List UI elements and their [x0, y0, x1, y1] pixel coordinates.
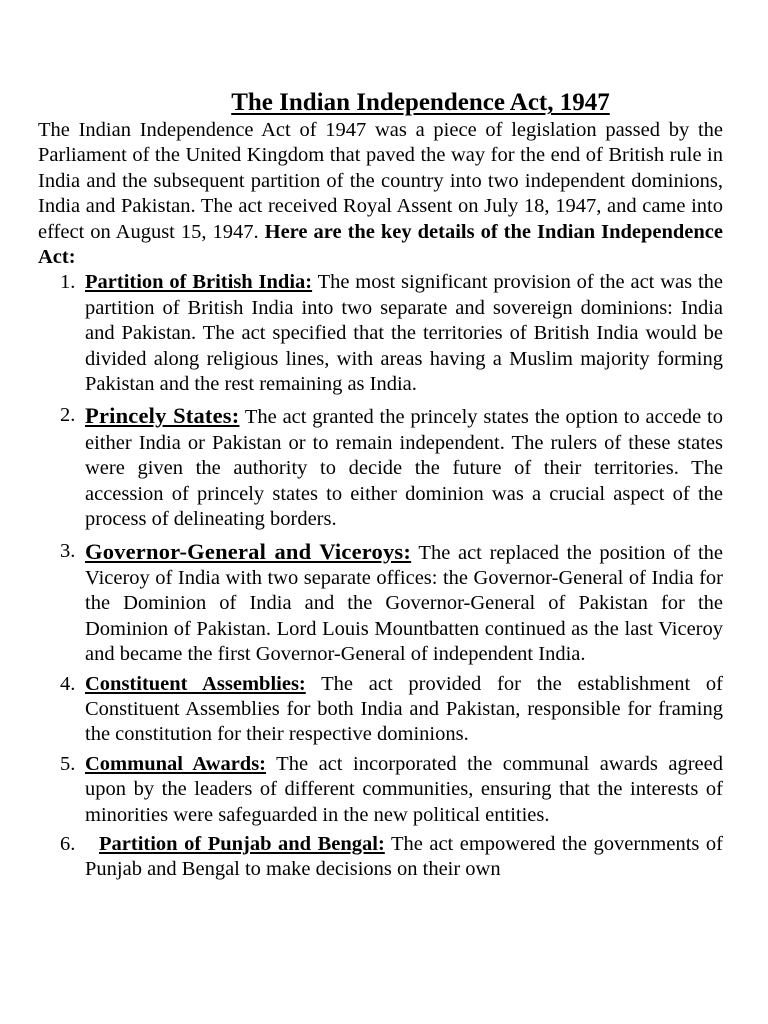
- list-item-number: 4.: [60, 672, 76, 695]
- list-item-heading: Constituent Assemblies:: [85, 672, 306, 695]
- list-item-text: The act granted the princely states the option to accede to either India or Pakistan or to remain independent. The rulers of these states were given the authority to decide the future of their territories. The accession of princely states to either dominion was a crucial aspect of the process of delineating borders.: [85, 406, 723, 531]
- list-item-text: The act empowered the governments of Punjab and Bengal to make decisions on their own: [85, 832, 723, 881]
- intro-paragraph: [38, 118, 723, 270]
- list-item-heading: Partition of British India:: [85, 271, 313, 294]
- document-title: [118, 88, 723, 118]
- list-item-text: The act incorporated the communal awards agreed upon by the leaders of different communities, ensuring that the interests of minorities were safeguarded in the new political entities.: [85, 752, 724, 826]
- list-item-number: 3.: [60, 539, 76, 562]
- list-item-text: The act provided for the establishment of Constituent Assemblies for both India and Pakistan, responsible for framing the constitution for their respective dominions.: [85, 672, 723, 746]
- list-item-number: 5.: [60, 752, 76, 775]
- list-item-partition-of-british-india: [38, 270, 723, 397]
- list-item-communal-awards: [38, 752, 723, 828]
- list-item-number: 1.: [60, 271, 76, 294]
- list-item-governor-general-and-viceroys: [38, 539, 723, 668]
- list-item-text: The most significant provision of the act was the partition of British India into two separate and sovereign dominions: India and Pakistan. The act specified that the territories of British India would be divided along religious lines, with areas having a Muslim majority forming Pakistan and the rest remaining as India.: [85, 271, 723, 396]
- intro-text: The Indian Independence Act of 1947 was a piece of legislation passed by the Parliament of the United Kingdom that paved the way for the end of British rule in India and the subsequent partition of the country into two independent dominions, India and Pakistan. The act received Royal Assent on July 18, 1947, and came into effect on August 15, 1947.: [38, 119, 723, 243]
- intro-bold-lead: Here are the key details of the Indian Independence Act:: [38, 220, 723, 269]
- document-page: [38, 88, 723, 883]
- list-item-heading: Communal Awards:: [85, 752, 267, 775]
- list-item-constituent-assemblies: [38, 672, 723, 748]
- list-item-partition-of-punjab-and-bengal: [38, 832, 723, 883]
- list-item-number: 2.: [60, 404, 76, 427]
- list-item-heading: Partition of Punjab and Bengal:: [99, 832, 385, 855]
- list-item-princely-states: [38, 403, 723, 532]
- document-title-text: The Indian Independence Act, 1947: [231, 89, 610, 116]
- list-item-heading: Governor-General and Viceroys:: [85, 538, 412, 564]
- list-item-heading: Princely States:: [85, 403, 240, 429]
- list-item-text: The act replaced the position of the Viceroy of India with two separate offices: the Governor-General of India for the Dominion of India and the Governor-General of Pakistan for the Dominion of Pakistan. Lord Louis Mountbatten continued as the last Viceroy and became the first Governor-General of independent India.: [85, 541, 723, 666]
- list-item-number: 6.: [60, 832, 76, 855]
- key-details-list: [38, 270, 723, 882]
